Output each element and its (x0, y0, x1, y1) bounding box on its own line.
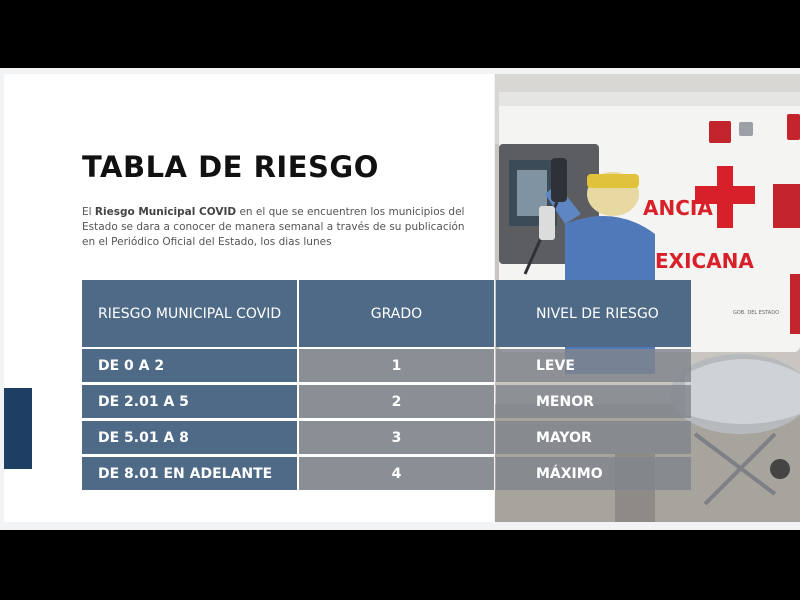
header-grade: GRADO (299, 280, 494, 347)
slide (0, 68, 800, 530)
range-cell: DE 8.01 EN ADELANTE (82, 457, 297, 490)
grade-cell: 3 (299, 421, 494, 454)
accent-bar (4, 388, 32, 469)
table-row (82, 421, 691, 454)
intro-prefix: El (82, 206, 95, 218)
grade-cell: 2 (299, 385, 494, 418)
grade-cell: 1 (299, 349, 494, 382)
intro-suffix: en el que se encuentren los municipios del Estado se dara a conocer de manera semanal a través de su publicación en el Periódico Oficial del Estado, los dias lunes (82, 206, 465, 248)
intro-highlight: Riesgo Municipal COVID (94, 206, 237, 218)
slide-title: TABLA DE RIESGO (82, 150, 379, 184)
table-header-row (82, 280, 691, 347)
header-municipal-risk: RIESGO MUNICIPAL COVID (82, 280, 297, 347)
ambulance-text-mexicana: EXICANA (655, 249, 754, 273)
level-cell: MÁXIMO (496, 457, 691, 490)
level-cell: LEVE (496, 349, 691, 382)
intro-paragraph (82, 205, 477, 250)
range-cell: DE 2.01 A 5 (82, 385, 297, 418)
ambulance-text-cruz: ANCIA (643, 196, 713, 220)
grade-cell: 4 (299, 457, 494, 490)
level-cell: MAYOR (496, 421, 691, 454)
ambulance-small-text-2: GOB. DEL ESTADO (733, 310, 780, 316)
range-cell: DE 5.01 A 8 (82, 421, 297, 454)
table-row (82, 385, 691, 418)
table-row (82, 349, 691, 382)
table-row (82, 457, 691, 490)
range-cell: DE 0 A 2 (82, 349, 297, 382)
header-risk-level: NIVEL DE RIESGO (496, 280, 691, 347)
level-cell: MENOR (496, 385, 691, 418)
